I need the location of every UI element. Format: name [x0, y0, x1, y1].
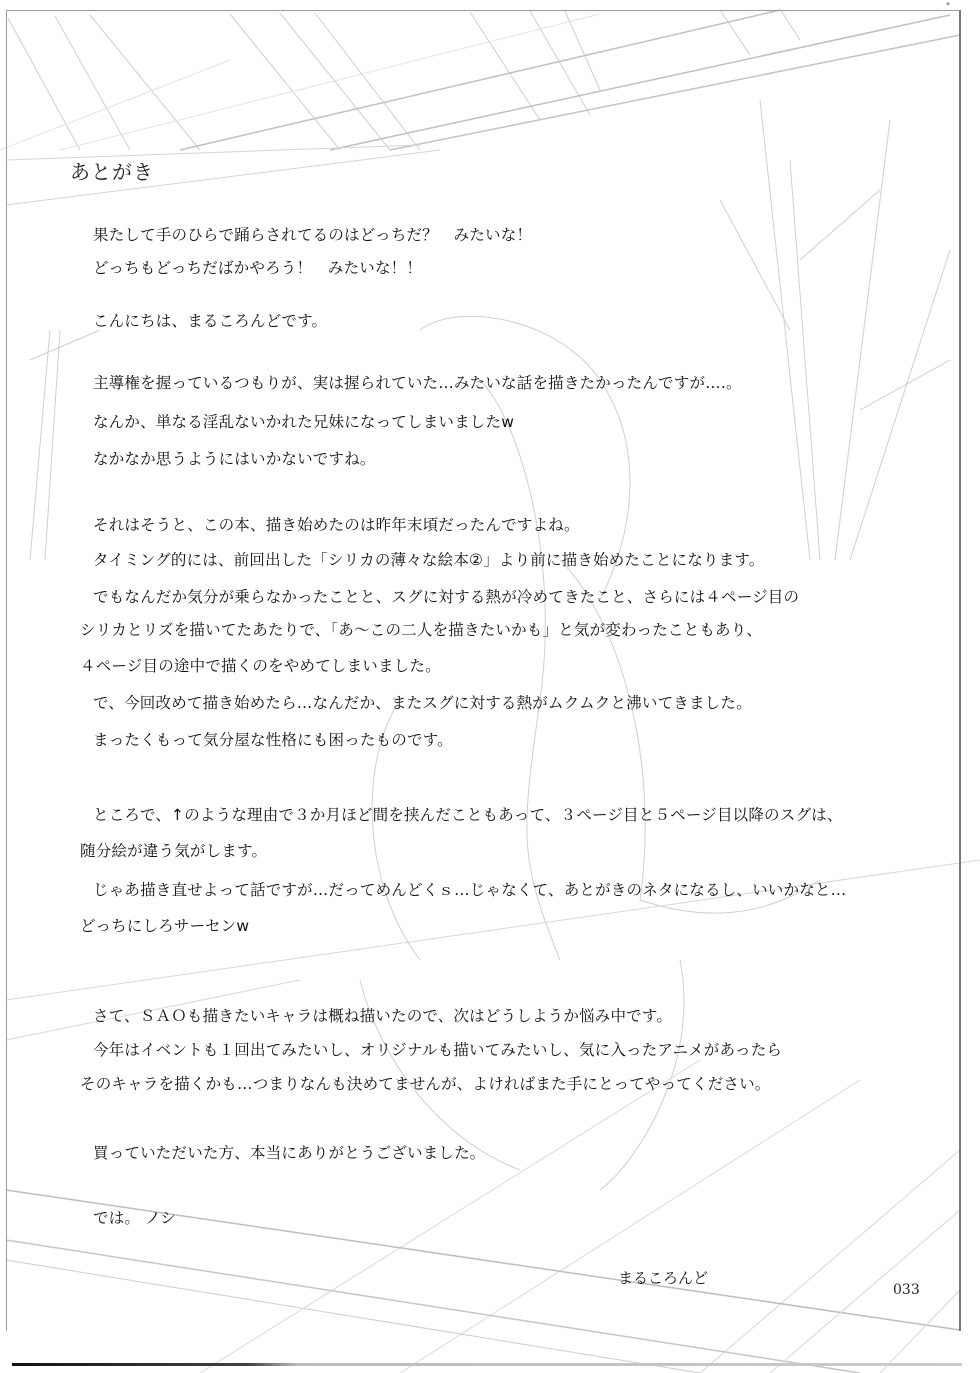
- text-line: なかなか思うようにはいかないですね。: [93, 450, 376, 468]
- text-line: ４ページ目の途中で描くのをやめてしまいました。: [80, 657, 441, 675]
- text-line: 今年はイベントも１回出てみたいし、オリジナルも描いてみたいし、気に入ったアニメがあったら: [93, 1041, 783, 1059]
- text-line: そのキャラを描くかも…つまりなんも決めてませんが、よければまた手にとってやってください。: [80, 1075, 771, 1093]
- text-line: さて、ＳＡＯも描きたいキャラは概ね描いたので、次はどうしようか悩み中です。: [93, 1007, 673, 1025]
- text-line: では。 ノシ: [93, 1209, 177, 1227]
- text-line: 果たして手のひらで踊らされてるのはどっちだ？ みたいな！: [93, 226, 533, 244]
- afterword-title: あとがき: [70, 160, 154, 184]
- text-line: まったくもって気分屋な性格にも困ったものです。: [93, 731, 453, 749]
- text-line: シリカとリズを描いてたあたりで、「あ～この二人を描きたいかも」と気が変わったこともあり、: [80, 621, 763, 639]
- text-line: じゃあ描き直せよって話ですが…だってめんどくｓ…じゃなくて、あとがきのネタになるし、いいかなと…: [93, 881, 847, 899]
- text-line: それはそうと、この本、描き始めたのは昨年末頃だったんですよね。: [93, 516, 580, 534]
- text-line: どっちにしろサーセンw: [80, 917, 250, 935]
- text-line: 随分絵が違う気がします。: [80, 842, 268, 860]
- text-line: どっちもどっちだばかやろう！ みたいな！！: [93, 259, 423, 277]
- page-number: 033: [893, 1282, 920, 1298]
- page-bottom-edge: [12, 1363, 962, 1366]
- author-signature: まるころんど: [618, 1269, 709, 1287]
- text-line: ところで、↑のような理由で３か月ほど間を挟んだこともあって、３ページ目と５ページ目以降のスグは、: [93, 806, 843, 824]
- text-line: 買っていただいた方、本当にありがとうございました。: [93, 1144, 486, 1162]
- corner-mark: ": [946, 2, 951, 12]
- text-line: でもなんだか気分が乗らなかったことと、スグに対する熱が冷めてきたこと、さらには４ページ目の: [93, 588, 800, 606]
- text-line: なんか、単なる淫乱ないかれた兄妹になってしまいましたw: [93, 413, 515, 431]
- text-line: タイミング的には、前回出した「シリカの薄々な絵本②」より前に描き始めたことになります。: [93, 551, 765, 569]
- text-line: で、今回改めて描き始めたら…なんだか、またスグに対する熱がムクムクと沸いてきました。: [93, 694, 752, 712]
- text-line: こんにちは、まるころんどです。: [93, 312, 328, 330]
- text-line: 主導権を握っているつもりが、実は握られていた…みたいな話を描きたかったんですが….。: [93, 374, 742, 392]
